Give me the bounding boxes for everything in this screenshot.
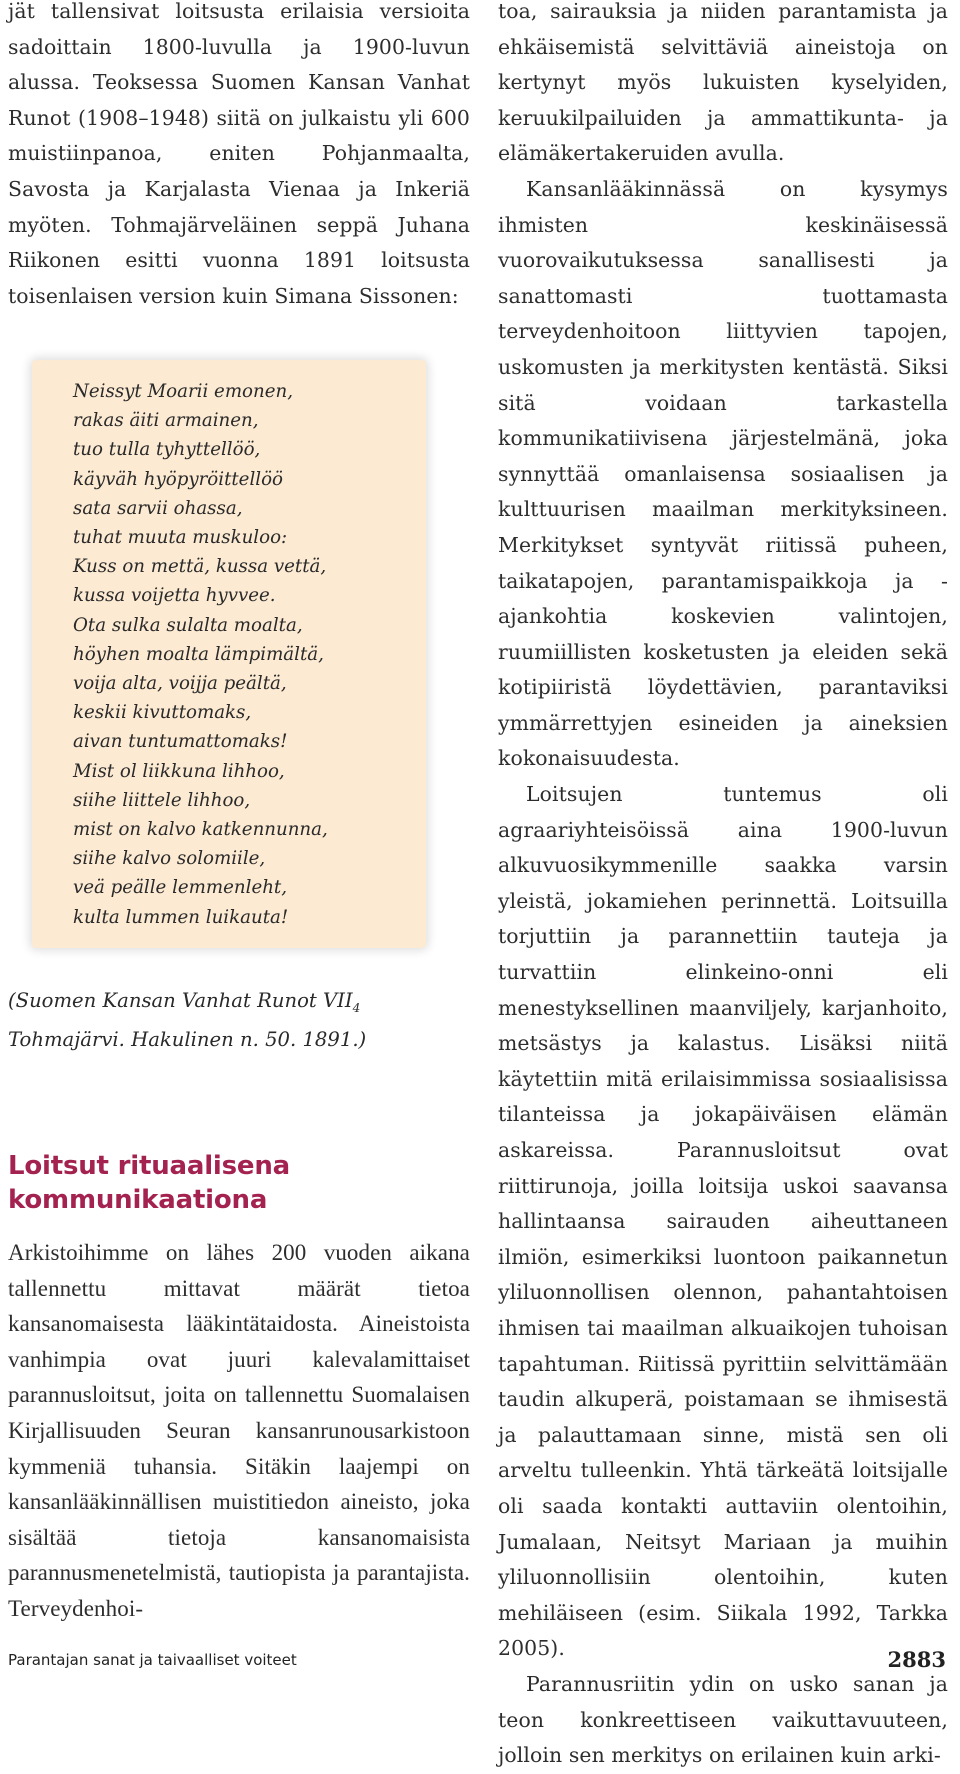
poem-line: käyväh hyöpyröittellöö [73, 468, 283, 490]
right-paragraph-1: toa, sairauksia ja niiden parantamista ja ehkäisemistä selvittäviä aineistoja on kertynyt myös lukuisten kyselyiden, keruukilpailuiden ja ammattikunta- ja elämäkertakeruiden avulla. [498, 0, 948, 166]
right-paragraph-4: Parannusriitin ydin on usko sanan ja teon konkreettiseen vaikuttavuuteen, jolloin sen merkitys on erilainen kuin arki- [498, 1671, 948, 1768]
poem-line: kulta lummen luikauta! [73, 906, 289, 928]
poem-line: Ota sulka sulalta moalta, [73, 614, 303, 636]
right-paragraph-2: Kansanlääkinnässä on kysymys ihmisten keskinäisessä vuorovaikutuksessa sanallisesti ja sanattomasti tuottamasta terveydenhoitoon liittyvien tapojen, uskomusten ja merkitysten kentästä. Siksi sitä voidaan tarkastella kommunikatiivisena järjestelmänä, joka synnyttää omanlaisensa sosiaalisen ja kulttuurisen maailman merkityksineen. Merkitykset syntyvät riitissä puheen, taikatapojen, parantamispaikkoja ja -ajankohtia koskevien valintojen, ruumiillisten kosketusten ja eleiden sekä kotipiiristä löydettävien, parantaviksi ymmärrettyjen esineiden ja aineksien kokonaisuudesta. [498, 176, 948, 771]
right-paragraph-3: Loitsujen tuntemus oli agraariyhteisöissä aina 1900-luvun alkuvuosikymmenille saakka varsin yleistä, jokamiehen perinnettä. Loitsuilla torjuttiin ja parannettiin tauteja ja turvattiin elinkeino-onni eli menestyksellinen maanviljely, karjanhoito, metsästys ja kalastus. Lisäksi niitä käytettiin mitä erilaisimmissa sosiaalisissa tilanteissa ja jokapäiväisen elämän askareissa. Parannusloitsut ovat riittirunoja, joilla loitsija uskoi saavansa hallintaansa sairauden aiheuttaneen ilmiön, esimerkiksi luontoon paikannetun yliluonnollisen olennon, pahantahtoisen ihmisen tai maailman alkuaikojen tuhoisan tapahtuman. Riitissä pyrittiin selvittämään taudin alkuperä, poistamaan se ihmisestä ja palauttamaan sinne, mistä sen oli arveltu tulleenkin. Yhtä tärkeätä loitsijalle oli saada kontakti auttaviin olentoihin, Jumalaan, Neitsyt Mariaan ja muihin yliluonnollisiin olentoihin, kuten mehiläiseen (esim. Siikala 1992, Tarkka 2005). [498, 782, 948, 1661]
poem-line: Neissyt Moarii emonen, [73, 381, 293, 402]
section-heading-line-1: Loitsut rituaalisena [8, 1151, 290, 1181]
poem-line: keskii kivuttomaks, [73, 702, 252, 724]
poem-line: rakas äiti armainen, [73, 410, 259, 432]
poem-line: tuo tulla tyhyttellöö, [73, 439, 261, 461]
poem-line: voija alta, voijja peältä, [73, 673, 287, 695]
right-column [498, 0, 948, 1774]
poem-line: kussa voijetta hyvvee. [73, 585, 276, 607]
poem-line: Mist ol liikkuna lihhoo, [73, 760, 285, 782]
poem-source-citation [8, 985, 428, 1056]
section-body [8, 1235, 470, 1627]
poem-line: siihe kalvo solomiile, [73, 848, 266, 870]
section-heading [8, 1149, 438, 1217]
poem-line: aivan tuntumattomaks! [73, 731, 288, 753]
poem-line: siihe liittele lihhoo, [73, 789, 251, 811]
source-line-1: (Suomen Kansan Vanhat Runot $VII_4$ [8, 989, 361, 1015]
section-paragraph: Arkistoihimme on lähes 200 vuoden aikana tallennettu mittavat määrät tietoa kansanomaisesta lääkintätaidosta. Aineistoista vanhimpia ovat juuri kalevalamittaiset parannusloitsut, joita on tallennettu Suomalaisen Kirjallisuuden Seuran kansanrunousarkistoon kymmeniä tuhansia. Sitäkin laajempi on kansanlääkinnällisen muistitiedon aineisto, joka sisältää tietoja kansanomaisista parannusmenetelmistä, tautiopista ja parantajista. Terveydenhoi- [8, 1240, 470, 1621]
page-number: 2883 [887, 1647, 946, 1672]
poem-line: sata sarvii ohassa, [73, 497, 243, 519]
poem [73, 377, 413, 932]
left-column [8, 0, 470, 314]
source-subscript: 4 [352, 1000, 361, 1015]
section-heading-line-2: kommunikaationa [8, 1185, 268, 1215]
poem-line: veä peälle lemmenleht, [73, 877, 288, 899]
intro-paragraph: jät tallensivat loitsusta erilaisia versioita sadoittain 1800-luvulla ja 1900-luvun alussa. Teoksessa Suomen Kansan Vanhat Runot (1908–1948) siitä on julkaistu yli 600 muistiinpanoa, eniten Pohjanmaalta, Savosta ja Karjalasta Vienaa ja Inkeriä myöten. Tohmajärveläinen seppä Juhana Riikonen esitti vuonna 1891 loitsusta toisenlaisen version kuin Simana Sissonen: [8, 0, 470, 308]
poem-line: Kuss on mettä, kussa vettä, [73, 556, 327, 578]
poem-line: tuhat muuta muskuloo: [73, 527, 288, 549]
poem-line: mist on kalvo katkennunna, [73, 819, 328, 841]
source-line-2: Tohmajärvi. Hakulinen n. 50. 1891.) [8, 1027, 367, 1051]
running-footer-title: Parantajan sanat ja taivaalliset voiteet [8, 1651, 297, 1669]
poem-line: höyhen moalta lämpimältä, [73, 643, 324, 665]
